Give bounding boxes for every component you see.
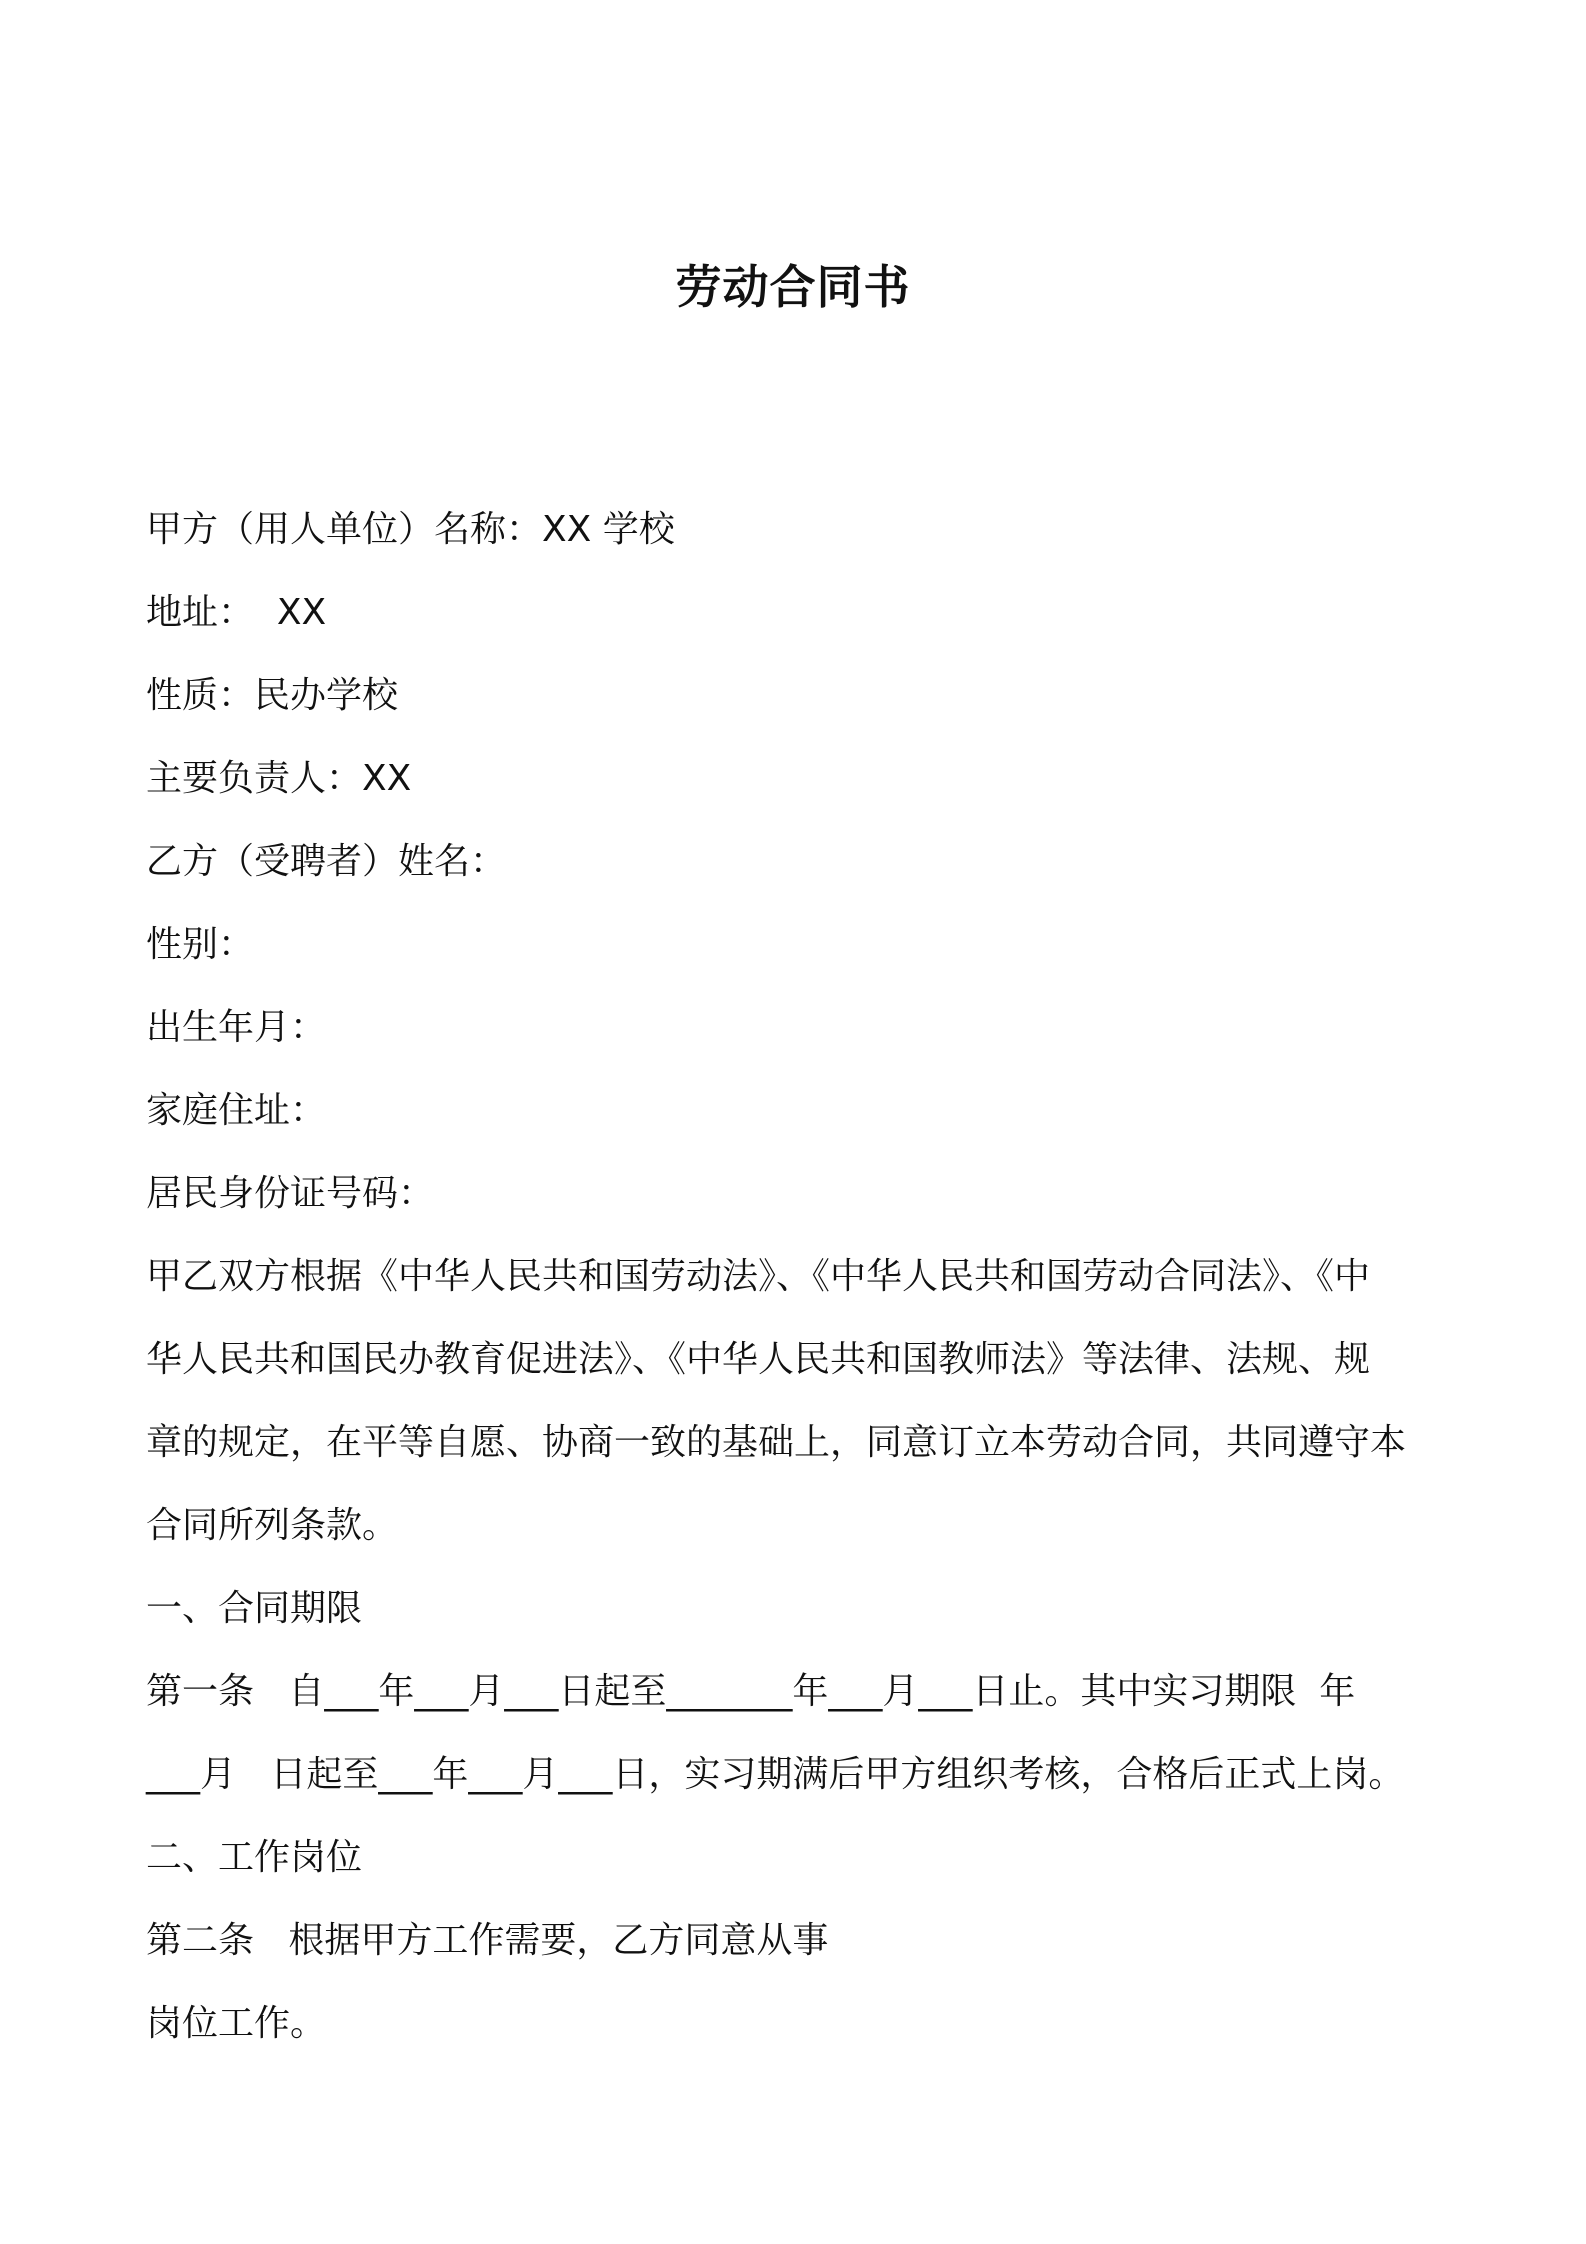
party-b-home-address: 家庭住址： xyxy=(146,1090,327,1131)
section-heading-work-position: 二、工作岗位 xyxy=(146,1837,363,1878)
article-one-line: 第一条 自___年___月___日起至_______年___月___日止。其中实习期限 年 xyxy=(146,1671,1356,1712)
preamble-line: 甲乙双方根据《中华人民共和国劳动法》、《中华人民共和国劳动合同法》、《中 xyxy=(146,1256,1371,1297)
party-a-name: 甲方（用人单位）名称：XX 学校 xyxy=(146,509,675,550)
document-title: 劳动合同书 xyxy=(675,260,911,314)
party-a-address: 地址： XX xyxy=(146,592,327,633)
party-b-gender: 性别： xyxy=(146,924,255,965)
party-b-birth: 出生年月： xyxy=(146,1007,327,1048)
section-heading-contract-term: 一、合同期限 xyxy=(146,1588,363,1629)
preamble-line: 章的规定，在平等自愿、协商一致的基础上，同意订立本劳动合同，共同遵守本 xyxy=(146,1422,1407,1463)
article-one-line: ___月 日起至___年___月___日，实习期满后甲方组织考核，合格后正式上岗。 xyxy=(146,1754,1405,1795)
party-b-id-number: 居民身份证号码： xyxy=(146,1173,435,1214)
preamble-line: 华人民共和国民办教育促进法》、《中华人民共和国教师法》等法律、法规、规 xyxy=(146,1339,1371,1380)
document-body xyxy=(146,488,1480,2065)
article-two-line: 岗位工作。 xyxy=(146,2003,327,2044)
party-b-name: 乙方（受聘者）姓名： xyxy=(146,841,507,882)
party-a-principal: 主要负责人：XX xyxy=(146,758,412,799)
article-two-line: 第二条 根据甲方工作需要，乙方同意从事 xyxy=(146,1920,829,1961)
preamble-line: 合同所列条款。 xyxy=(146,1505,399,1546)
party-a-nature: 性质：民办学校 xyxy=(146,675,399,716)
